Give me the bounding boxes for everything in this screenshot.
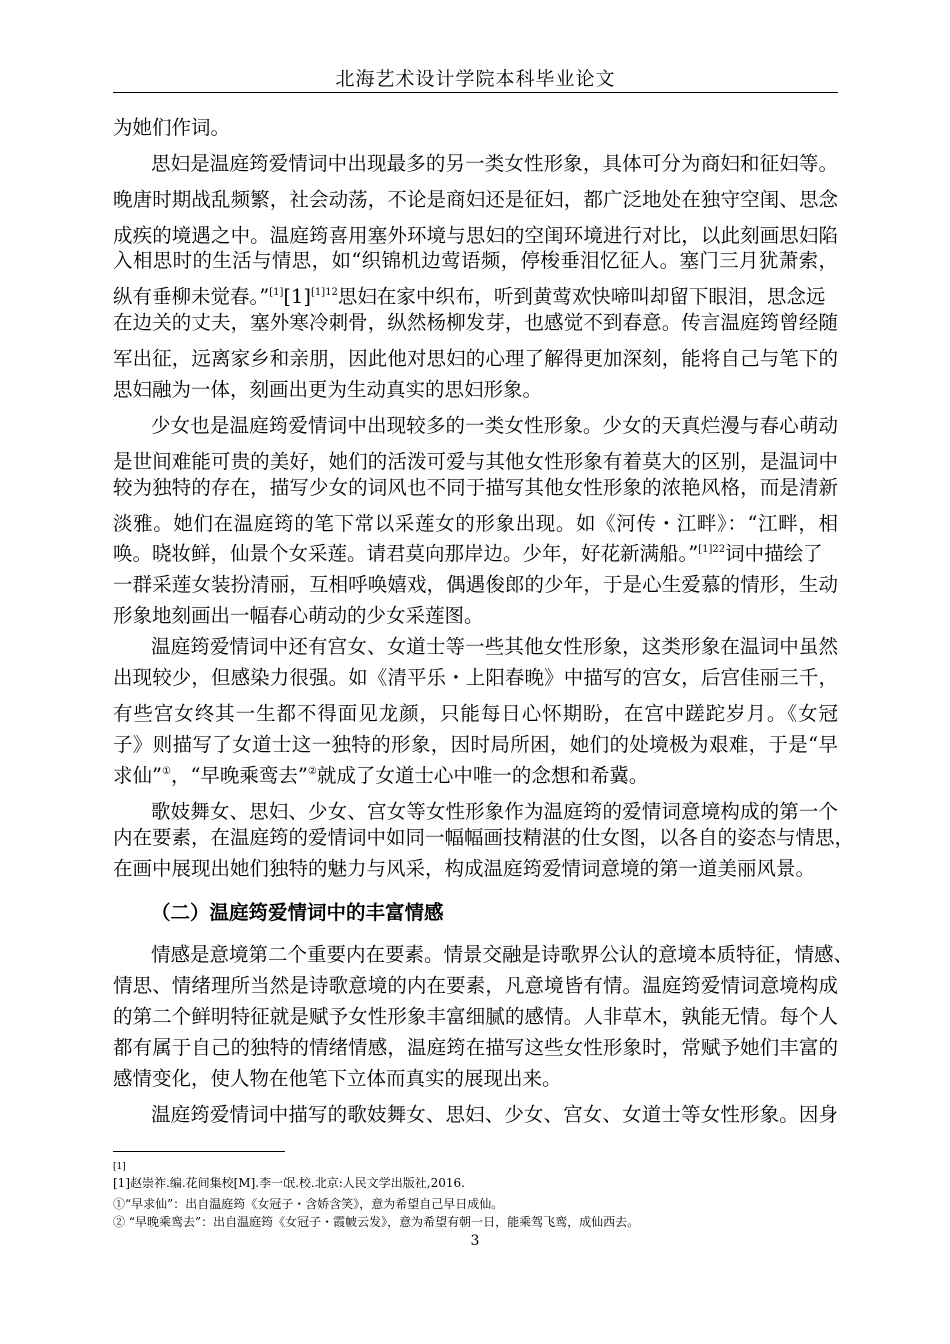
section-heading: （二）温庭筠爱情词中的丰富情感 — [151, 901, 444, 924]
text-line: 有些宫女终其一生都不得面见龙颜，只能每日心怀期盼，在宫中蹉跎岁月。《女冠 — [113, 702, 838, 725]
text-line: 情感是意境第二个重要内在要素。情景交融是诗歌界公认的意境本质特征，情感、 — [151, 943, 854, 966]
footnote-item: ② “早晚乘鸾去”：出自温庭筠《女冠子・霞帔云发》，意为希望有朝一日，能乘驾飞鸾，成仙西去。 — [113, 1215, 640, 1229]
text-line: 的第二个鲜明特征就是赋予女性形象丰富细腻的感情。人非草木，孰能无情。每个人 — [113, 1005, 838, 1028]
footnote-item: ①“早求仙”：出自温庭筠《女冠子・含娇含笑》，意为希望自己早日成仙。 — [113, 1197, 504, 1211]
text-line: 成疾的境遇之中。温庭筠喜用塞外环境与思妇的空闺环境进行对比，以此刻画思妇陷 — [113, 224, 838, 247]
text-line: 歌妓舞女、思妇、少女、宫女等女性形象作为温庭筠的爱情词意境构成的第一个 — [151, 800, 838, 823]
text-line: 内在要素，在温庭筠的爱情词中如同一幅幅画技精湛的仕女图，以各自的姿态与情思， — [113, 826, 855, 849]
text-line: 温庭筠爱情词中还有宫女、女道士等一些其他女性形象，这类形象在温词中虽然 — [151, 635, 838, 658]
text-line: 入相思时的生活与情思，如“织锦机边莺语频，停梭垂泪忆征人。塞门三月犹萧索， — [113, 249, 838, 272]
page-number: 3 — [470, 1233, 480, 1249]
text-span: ，“早晚乘鸾去” — [170, 764, 308, 787]
text-line: 淡雅。她们在温庭筠的笔下常以采莲女的形象出现。如《河传・江畔》：“江畔，相 — [113, 512, 838, 535]
footnote-marker: [1] — [113, 1162, 126, 1172]
text-line: 在边关的丈夫，塞外寒冷刺骨，纵然杨柳发芽，也感觉不到春意。传言温庭筠曾经随 — [113, 311, 838, 334]
footnote-item: [1]赵崇祚.编.花间集校[M].李一氓.校.北京:人民文学出版社,2016. — [113, 1176, 465, 1190]
text-line: 形象地刻画出一幅春心萌动的少女采莲图。 — [113, 604, 484, 627]
text-line: 晚唐时期战乱频繁，社会动荡，不论是商妇还是征妇，都广泛地处在独守空闺、思念 — [113, 188, 838, 211]
text-line: 都有属于自己的独特的情绪情感，温庭筠在描写这些女性形象时，常赋予她们丰富的 — [113, 1036, 838, 1059]
text-span: 求仙” — [113, 764, 162, 787]
text-span: [1] — [283, 285, 312, 308]
text-line: 在画中展现出她们独特的魅力与风采，构成温庭筠爱情词意境的第一道美丽风景。 — [113, 857, 816, 880]
text-line: 子》则描写了女道士这一独特的形象，因时局所困，她们的处境极为艰难，于是“早 — [113, 733, 838, 756]
text-line: 较为独特的存在，描写少女的词风也不同于描写其他女性形象的浓艳风格，而是清新 — [113, 476, 838, 499]
text-line: 感情变化，使人物在他笔下立体而真实的展现出来。 — [113, 1067, 562, 1090]
footnote-separator — [113, 1151, 285, 1152]
footnote-ref: ② — [307, 766, 317, 777]
text-span: 纵有垂柳未觉春。” — [113, 285, 270, 308]
text-span: 唤。晓妆鲜，仙景个女采莲。请君莫向那岸边。少年，好花新满船。” — [113, 542, 699, 565]
text-line: 思妇融为一体，刻画出更为生动真实的思妇形象。 — [113, 378, 543, 401]
page-header: 北海艺术设计学院本科毕业论文 — [335, 68, 616, 90]
text-line: 军出征，远离家乡和亲朋，因此他对思妇的心理了解得更加深刻，能将自己与笔下的 — [113, 347, 838, 370]
citation-ref: [1] — [269, 287, 284, 298]
footnote-ref: ① — [161, 766, 171, 777]
text-line: 是世间难能可贵的美好，她们的活泼可爱与其他女性形象有着莫大的区别，是温词中 — [113, 450, 838, 473]
citation-ref: [1]22 — [698, 544, 726, 555]
text-line: 情思、情绪理所当然是诗歌意境的内在要素，凡意境皆有情。温庭筠爱情词意境构成 — [113, 974, 838, 997]
text-line: 少女也是温庭筠爱情词中出现较多的一类女性形象。少女的天真烂漫与春心萌动 — [151, 414, 838, 437]
text-line: 温庭筠爱情词中描写的歌妓舞女、思妇、少女、宫女、女道士等女性形象。因身 — [151, 1103, 838, 1126]
text-span: 就成了女道士心中唯一的念想和希冀。 — [316, 764, 649, 787]
text-line — [113, 284, 838, 310]
header-rule — [113, 92, 838, 93]
citation-ref: [1]12 — [311, 287, 338, 298]
text-span: 词中描绘了 — [725, 542, 823, 565]
text-line: 思妇是温庭筠爱情词中出现最多的另一类女性形象，具体可分为商妇和征妇等。 — [151, 152, 838, 175]
text-line — [113, 763, 838, 789]
text-line: 为她们作词。 — [113, 116, 231, 139]
text-line: 出现较少，但感染力很强。如《清平乐・上阳春晚》中描写的宫女，后宫佳丽三千， — [113, 666, 838, 689]
text-line: 一群采莲女装扮清丽，互相呼唤嬉戏，偶遇俊郎的少年，于是心生爱慕的情形，生动 — [113, 573, 838, 596]
text-span: 思妇在家中织布，听到黄莺欢快啼叫却留下眼泪，思念远 — [337, 285, 826, 308]
text-line — [113, 541, 838, 567]
